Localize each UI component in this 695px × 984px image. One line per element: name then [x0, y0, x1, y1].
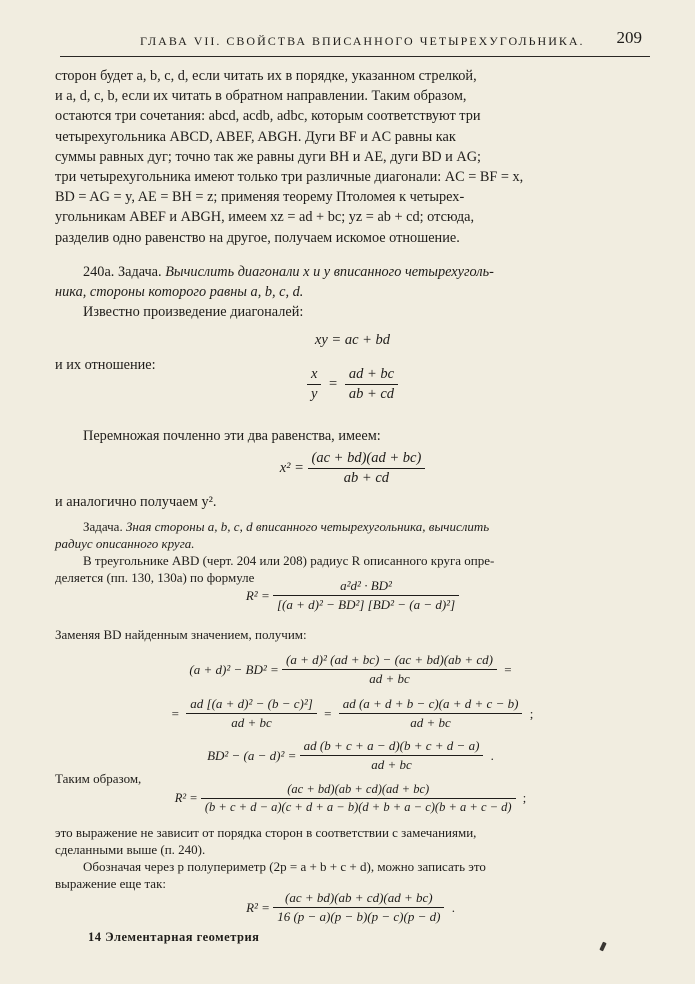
- replace-text: Заменяя BD найденным значением, получим:: [55, 627, 307, 642]
- equation-e1: (a + d)² − BD² = $\frac{\text{(a + d)² (ad + bc) − (ac + bd)(ab + cd)}}{ad + bc}$ =: [189, 652, 512, 686]
- text-line: четырехугольника ABCD, ABEF, ABGH. Дуги BF и AC равны как: [55, 128, 456, 145]
- thus-text: Таким образом,: [55, 771, 142, 786]
- chapter-title: ГЛАВА VII. СВОЙСТВА ВПИСАННОГО ЧЕТЫРЕХУГОЛЬНИКА.: [140, 34, 585, 48]
- equation-product: [55, 332, 650, 349]
- replace-line: [55, 626, 650, 643]
- fraction: $\frac{(ac + bd)(ab + cd)(ad + bc)}{16 (p - a)(p - b)(p - c)(p - d)}$: [273, 890, 444, 925]
- equation-r2: R² = $\frac{\text{a²d² · BD²}}{\text{[(a + d)² − BD²] [BD² − (a − d)²]}}$: [55, 578, 650, 613]
- intro-paragraph: [55, 66, 650, 248]
- problem-radius: Задача. Зная стороны a, b, c, d вписанного четырехугольника, вычислить радиус описанного круга. В треугольнике ABD (черт. 204 или 208) радиус R описанного круга опре- деляется (пп. 130, 130а) по формуле: [55, 518, 650, 586]
- equation-e4: R² = $\frac{(ac + bd)(ab + cd)(ad + bc)}{(b + c + d - a)(c + d + a - b)(d + b + a - c)(b + a + c - d)}$ ;: [174, 782, 527, 814]
- text-line: BD = AG = y, AE = BH = z; применяя теорему Птоломея к четырех-: [55, 189, 465, 206]
- equation-e2: = $\frac{\text{ad [(a + d)² − (b − c)²]}}{ad + bc}$ = $\frac{ad (a + d + b - c)(a + d + c - b)}{ad + bc}$ ;: [171, 696, 534, 730]
- running-header: [60, 30, 650, 52]
- text-line: разделив одно равенство на другое, получаем искомое отношение.: [55, 229, 460, 246]
- text-line: сторон будет a, b, c, d, если читать их в порядке, указанном стрелкой,: [55, 68, 477, 84]
- problem2-label: Задача.: [83, 519, 123, 534]
- problem-heading-line: [55, 262, 650, 282]
- text-line: три четырехугольника имеют только три различные диагонали: AC = BF = x,: [55, 169, 524, 186]
- eq-product: xy = ac + bd: [314, 332, 391, 348]
- ink-mark: [599, 942, 606, 952]
- multiply-line: [55, 426, 650, 446]
- problem2-heading: Задача. Зная стороны a, b, c, d вписанного четырехугольника, вычислить: [83, 519, 490, 534]
- header-rule: [60, 56, 650, 57]
- known-text: Известно произведение диагоналей:: [83, 304, 304, 321]
- fraction: $\frac{(ac + bd)(ad + bc)}{ab + cd}$: [308, 450, 426, 487]
- fraction: $\frac{\text{a²d² · BD²}}{\text{[(a + d)² − BD²] [BD² − (a − d)²]}}$: [273, 578, 459, 613]
- equation-e3: BD² − (a − d)² = $\frac{ad (b + c + a - d)(b + c + d - a)}{ad + bc}$ .: [207, 738, 494, 772]
- problem-240a: [55, 262, 650, 323]
- text-line: и a, d, c, b, если их читать в обратном направлении. Таким образом,: [55, 88, 467, 105]
- ratio-label: и их отношение:: [55, 357, 156, 373]
- problem-statement: Вычислить диагонали x и y вписанного четырехуголь-: [165, 264, 494, 280]
- text-line: угольникам ABEF и ABGH, имеем xz = ad + bc; yz = ab + cd; отсюда,: [55, 209, 475, 226]
- fraction: $\frac{\text{ad [(a + d)² − (b − c)²]}}{ad + bc}$: [186, 696, 317, 731]
- equation-x2: x² = $\frac{(ac + bd)(ad + bc)}{ab + cd}$: [55, 450, 650, 487]
- text-line: остаются три сочетания: abcd, acdb, adbc, которым соответствуют три: [55, 108, 481, 125]
- fraction: $\frac{\text{(a + d)² (ad + bc) − (ac + bd)(ab + cd)}}{ad + bc}$: [282, 652, 497, 687]
- multiply-text: Перемножая почленно эти два равенства, имеем:: [83, 428, 381, 444]
- equation-ratio: $\frac{x}{y}$ = $\frac{ad + bc}{ab + cd}$: [55, 366, 650, 403]
- analog-line: [55, 492, 650, 512]
- fraction: $\frac{ad + bc}{ab + cd}$: [345, 366, 398, 403]
- signature-footer: 14 Элементарная геометрия: [88, 930, 260, 944]
- text-line: суммы равных дуг; точно так же равны дуги BH и AE, дуги BD и AG;: [55, 148, 481, 165]
- fraction: $\frac{ad (a + d + b - c)(a + d + c - b)}{ad + bc}$: [339, 696, 523, 731]
- fraction: $\frac{ad (b + c + a - d)(b + c + d - a)}{ad + bc}$: [300, 738, 484, 773]
- fraction: $\frac{x}{y}$: [307, 366, 321, 403]
- page-number: 209: [616, 28, 642, 47]
- note-paragraph: это выражение не зависит от порядка сторон в соответствии с замечаниями, сделанными выше (п. 240). Обозначая через p полупериметр (2p = a + b + c + d), можно записать это выражение еще так:: [55, 825, 486, 891]
- problem-statement-cont: ника, стороны которого равны a, b, c, d.: [55, 284, 304, 301]
- fraction: $\frac{(ac + bd)(ab + cd)(ad + bc)}{(b + c + d - a)(c + d + a - b)(d + b + a - c)(b + a + c - d)}$: [201, 782, 516, 815]
- equation-e5: R² = $\frac{(ac + bd)(ab + cd)(ad + bc)}{16 (p - a)(p - b)(p - c)(p - d)}$ .: [246, 890, 455, 924]
- problem-number: 240а. Задача.: [83, 264, 162, 280]
- analog-text: и аналогично получаем y².: [55, 494, 217, 510]
